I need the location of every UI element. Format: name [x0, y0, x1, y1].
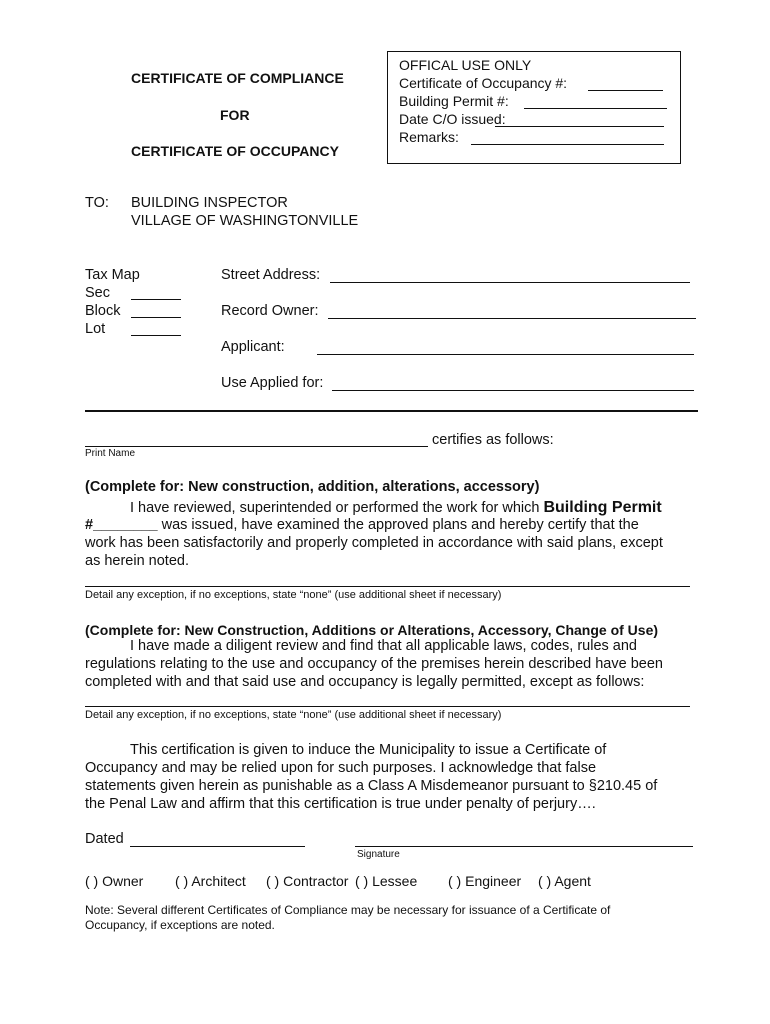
print-name-line[interactable] — [85, 446, 428, 447]
section2-line1: I have made a diligent review and find that all applicable laws, codes, rules and — [130, 638, 637, 654]
section1-exception-line[interactable] — [85, 586, 690, 587]
section1-line1 — [130, 499, 662, 517]
role-lessee[interactable]: ( ) Lessee — [355, 873, 418, 889]
section2-line3: completed with and that said use and occupancy is legally permitted, except as follows: — [85, 674, 645, 690]
record-owner-label: Record Owner: — [221, 303, 319, 319]
date-issued-label: Date C/O issued: — [399, 111, 506, 127]
applicant-line[interactable] — [317, 354, 694, 355]
permit-number-label: Building Permit #: — [399, 93, 509, 109]
note-line2: Occupancy, if exceptions are noted. — [85, 918, 275, 932]
role-architect[interactable]: ( ) Architect — [175, 873, 246, 889]
taxmap-lot-line[interactable] — [131, 335, 181, 336]
official-use-heading: OFFICAL USE ONLY — [399, 57, 532, 73]
certifies-text: certifies as follows: — [432, 432, 554, 448]
co-number-line[interactable] — [588, 90, 663, 91]
use-applied-label: Use Applied for: — [221, 375, 324, 391]
certification-line1: This certification is given to induce the Municipality to issue a Certificate of — [130, 742, 607, 758]
applicant-label: Applicant: — [221, 339, 285, 355]
use-applied-line[interactable] — [332, 390, 694, 391]
section2-exception-line[interactable] — [85, 706, 690, 707]
section1-building-permit: Building Permit — [543, 499, 662, 516]
taxmap-sec-label: Sec — [85, 285, 110, 301]
role-agent[interactable]: ( ) Agent — [538, 873, 591, 889]
section1-line2 — [85, 517, 639, 533]
remarks-line[interactable] — [471, 144, 664, 145]
to-label: TO: — [85, 195, 109, 211]
taxmap-block-line[interactable] — [131, 317, 181, 318]
section1-line3: work has been satisfactorily and properly completed in accordance with said plans, except — [85, 535, 663, 551]
taxmap-block-label: Block — [85, 303, 121, 319]
dated-label: Dated — [85, 831, 124, 847]
role-owner[interactable]: ( ) Owner — [85, 873, 144, 889]
taxmap-title: Tax Map — [85, 267, 140, 283]
section2-detail-caption: Detail any exception, if no exceptions, state “none” (use additional sheet if necessary) — [85, 709, 502, 721]
role-engineer[interactable]: ( ) Engineer — [448, 873, 522, 889]
section-divider — [85, 410, 698, 412]
co-number-label: Certificate of Occupancy #: — [399, 75, 568, 91]
permit-number-line[interactable] — [524, 108, 667, 109]
date-issued-line[interactable] — [495, 126, 664, 127]
certification-line2: Occupancy and may be relied upon for such purposes. I acknowledge that false — [85, 760, 597, 776]
print-name-caption: Print Name — [85, 448, 136, 459]
street-address-label: Street Address: — [221, 267, 321, 283]
taxmap-lot-label: Lot — [85, 321, 106, 337]
title-for: FOR — [220, 107, 250, 123]
section1-permit-number: #________ — [85, 517, 158, 533]
to-line1: BUILDING INSPECTOR — [131, 195, 288, 211]
record-owner-line[interactable] — [328, 318, 696, 319]
section1-detail-caption: Detail any exception, if no exceptions, state “none” (use additional sheet if necessary) — [85, 589, 502, 601]
section1-heading: (Complete for: New construction, addition, alterations, accessory) — [85, 479, 540, 495]
section1-line4: as herein noted. — [85, 553, 189, 569]
role-contractor[interactable]: ( ) Contractor — [266, 873, 349, 889]
signature-caption: Signature — [357, 849, 400, 860]
section2-heading: (Complete for: New Construction, Additions or Alterations, Accessory, Change of Use) — [85, 622, 659, 638]
street-address-line[interactable] — [330, 282, 690, 283]
title-compliance: CERTIFICATE OF COMPLIANCE — [131, 70, 344, 86]
section2-line2: regulations relating to the use and occupancy of the premises herein described have been — [85, 656, 663, 672]
remarks-label: Remarks: — [399, 129, 459, 145]
signature-line[interactable] — [355, 846, 693, 847]
section1-line1-text: I have reviewed, superintended or performed the work for which — [130, 500, 540, 516]
certification-line4: the Penal Law and affirm that this certification is true under penalty of perjury…. — [85, 796, 596, 812]
section1-line2-text: was issued, have examined the approved plans and hereby certify that the — [157, 517, 639, 533]
certification-line3: statements given herein as punishable as a Class A Misdemeanor pursuant to §210.45 of — [85, 778, 658, 794]
taxmap-sec-line[interactable] — [131, 299, 181, 300]
note-line1: Note: Several different Certificates of Compliance may be necessary for issuance of a Certificate of — [85, 903, 611, 917]
dated-line[interactable] — [130, 846, 305, 847]
to-line2: VILLAGE OF WASHINGTONVILLE — [131, 213, 359, 229]
title-occupancy: CERTIFICATE OF OCCUPANCY — [131, 143, 339, 159]
